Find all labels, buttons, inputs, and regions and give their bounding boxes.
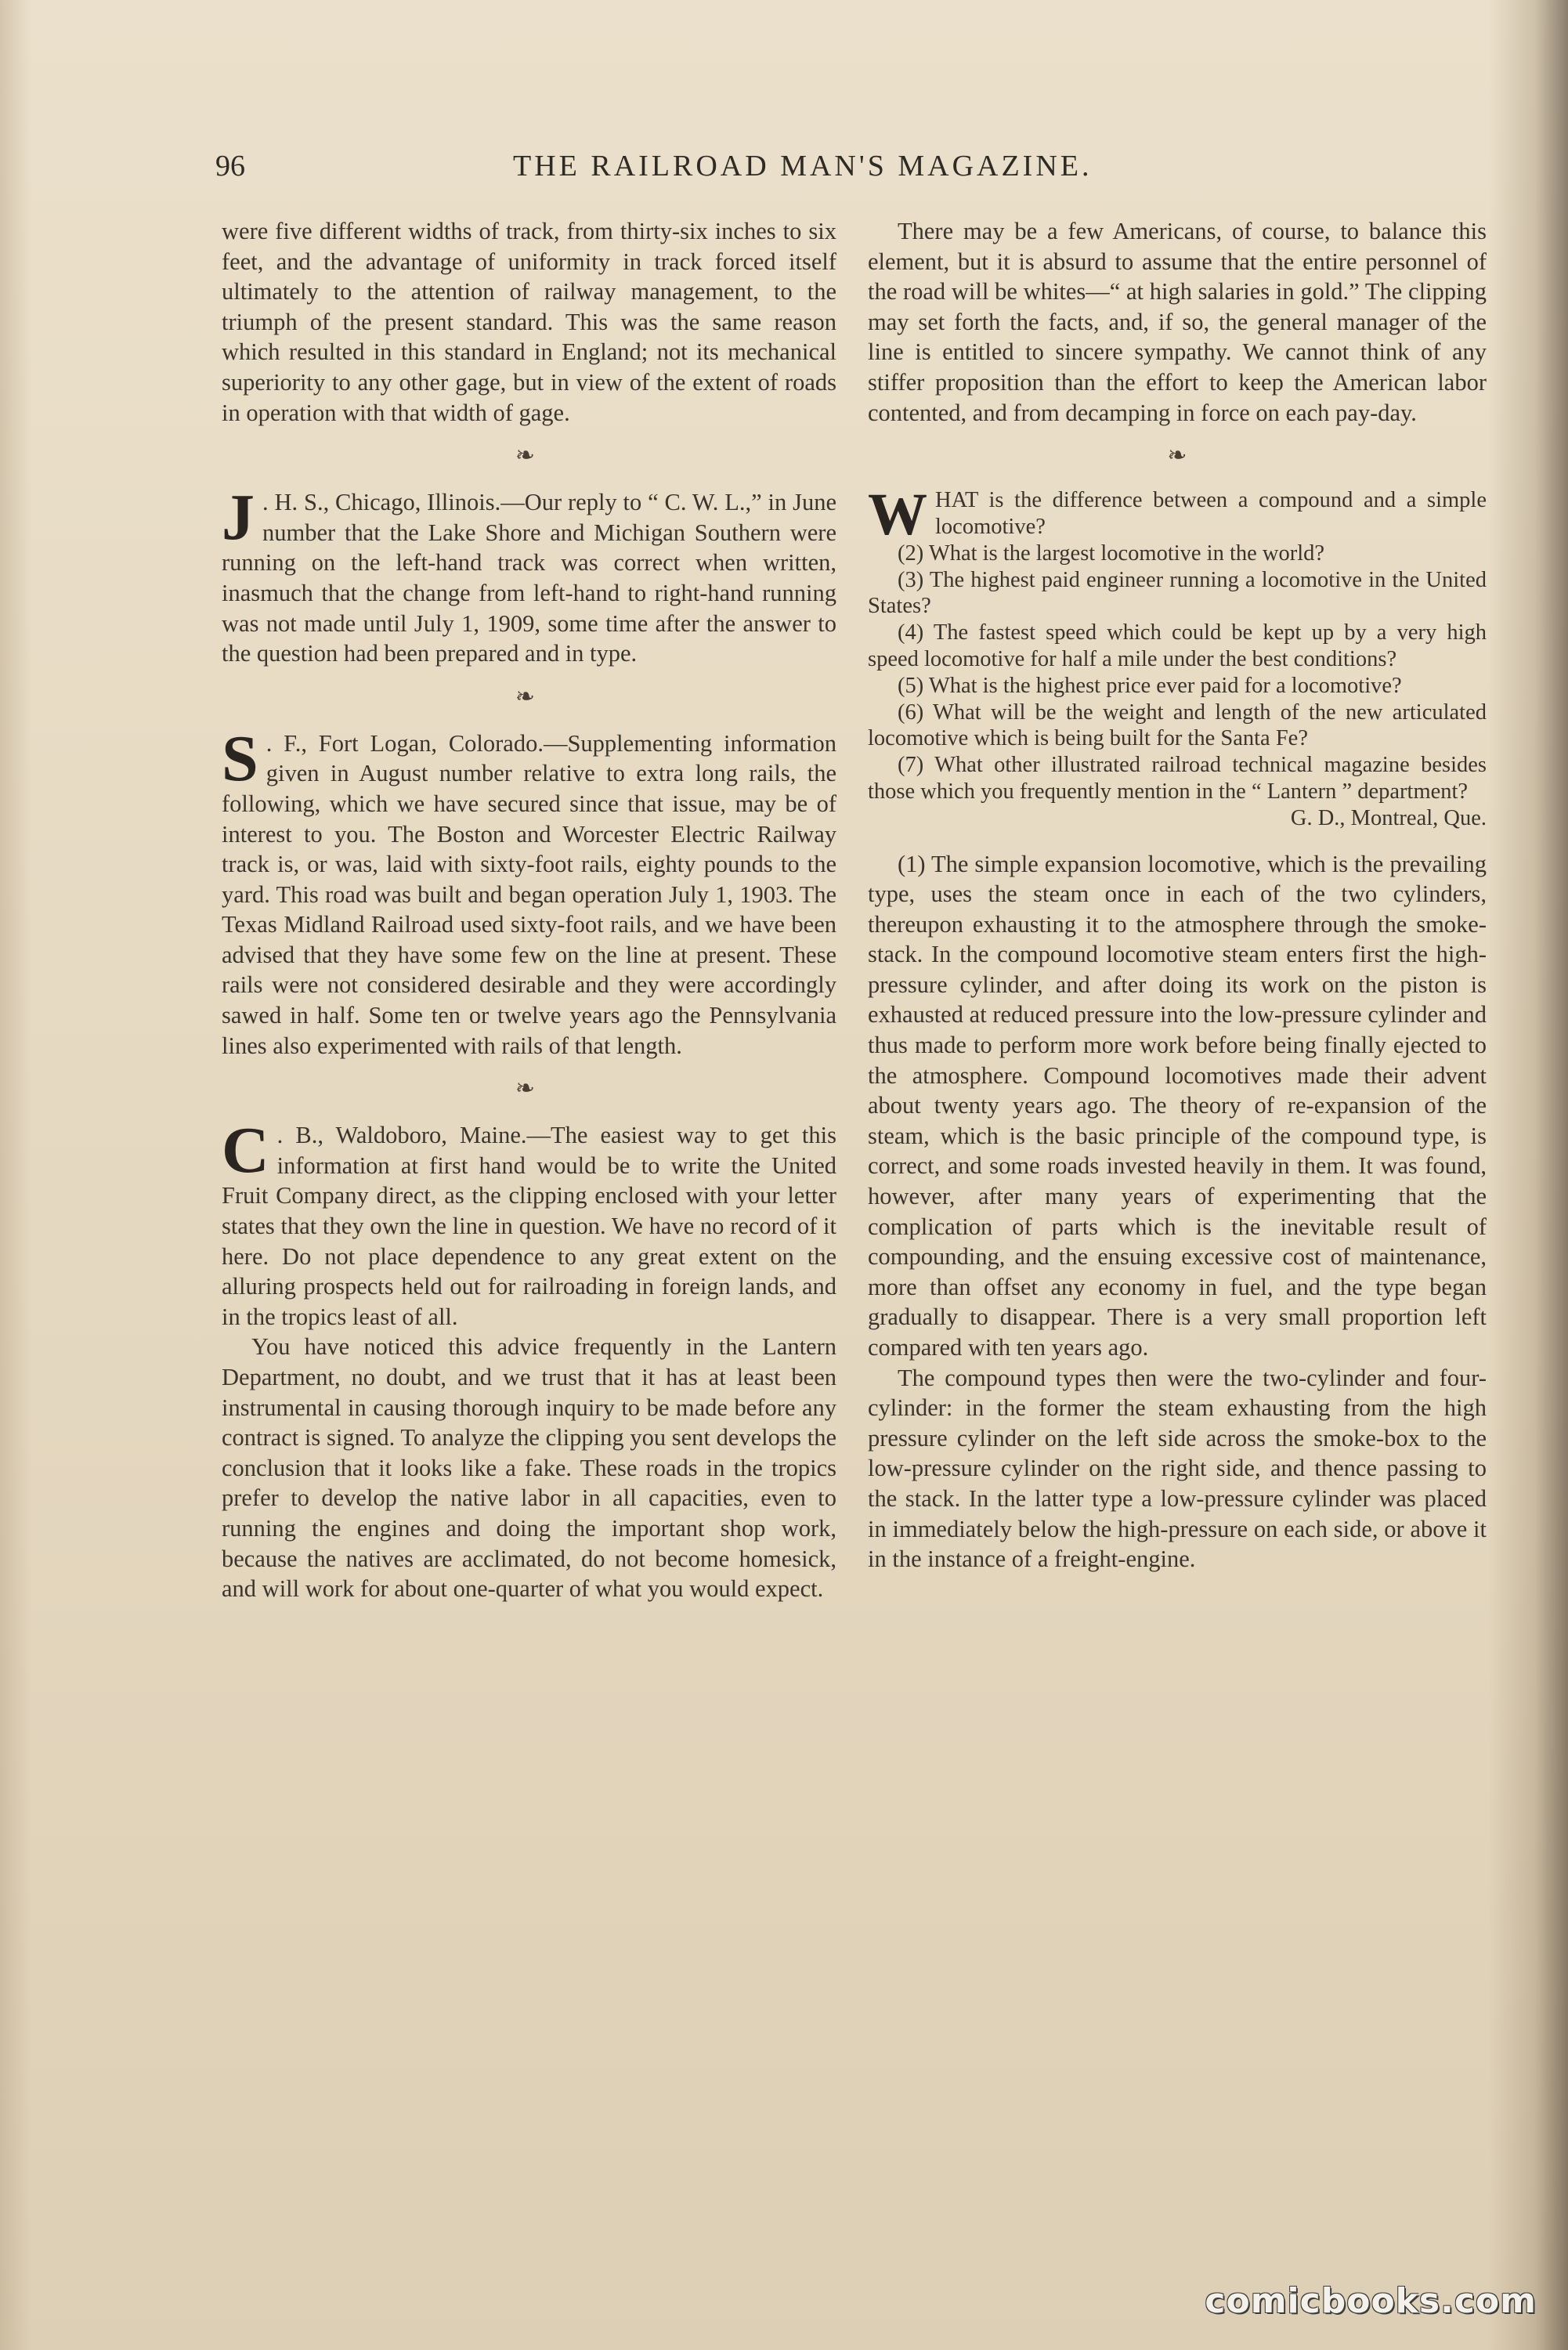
dropcap-s: S <box>222 721 258 795</box>
right-column <box>868 216 1487 1574</box>
question-1 <box>868 482 1487 548</box>
question-2: (2) What is the largest locomotive in the world? <box>898 540 1325 566</box>
answer-block <box>868 849 1487 1574</box>
paragraph-advice: You have noticed this advice frequently in the Lantern Department, no doubt, and we trust that it has at least been instrumental in causing thorough inquiry to be made before any contract is signed. To analyze the clipping you sent develops the conclusion that it looks like a fake. These roads in the tropics prefer to develop the native labor in all capacities, even to running the engines and doing the important shop work, because the natives are acclimated, do not become homesick, and will work for about one-quarter of what you would expect. <box>222 1333 836 1603</box>
question-3: (3) The highest paid engineer running a locomotive in the United States? <box>868 567 1487 619</box>
site-watermark: comicbooks.com <box>1205 2281 1537 2321</box>
ornament-divider: ❧ <box>515 1076 536 1102</box>
question-1-text: HAT is the difference between a compound and a simple locomotive? <box>935 488 1487 539</box>
paragraph-americans: There may be a few Americans, of course, to balance this element, but it is absurd to assume that the entire personnel of the road will be whites—“ at high salaries in gold.” The clipping may set forth the facts, and, if so, the general manager of the line is entitled to sincere sympathy. We cannot think of any stiffer proposition than the effort to keep the American labor contented, and from decamping in force on each pay-day. <box>868 218 1487 426</box>
magazine-title: THE RAILROAD MAN'S MAGAZINE. <box>513 150 1093 183</box>
letter-js-text: . H. S., Chicago, Illinois.—Our reply to “ C. W. L.,” in June number that the Lake Shore and Michigan Southern were running on the left-hand track was correct when written, inasmuch that the change from left-hand to right-hand running was not made until July 1, 1909, some time after the answer to the question had been prepared and in type. <box>222 489 836 667</box>
paragraph-gage: were five different widths of track, from thirty-six inches to six feet, and the advantage of uniformity in track forced itself ultimately to the attention of railway management, to the triumph of the present standard. This was the same reason which resulted in this standard in England; not its mechanical superiority to any other gage, but in view of the extent of roads in operation with that width of gage. <box>222 218 836 426</box>
letter-cb-text: . B., Waldoboro, Maine.—The easiest way to get this information at first hand would be to write the United Fruit Company direct, as the clipping enclosed with your letter states that they own the line in question. We have no record of it here. Do not place dependence to any great extent on the alluring prospects held out for railroading in foreign lands, and in the tropics least of all. <box>222 1122 836 1330</box>
dropcap-w: W <box>868 482 927 548</box>
answer-1-continued: The compound types then were the two-cylinder and four-cylinder: in the former the steam exhausting from the high pressure cylinder on the left side across the smoke-box to the low-pressure cylinder on the right side, and thence passing to the stack. In the latter type a low-pressure cylinder was placed in immediately below the high-pressure on each side, or above it in the instance of a freight-engine. <box>868 1364 1487 1573</box>
letter-sf-text: . F., Fort Logan, Colorado.—Supplementing information given in August number relative to extra long rails, the following, which we have secured since that issue, may be of interest to you. The Boston and Worcester Electric Railway track is, or was, laid with sixty-foot rails, eighty pounds to the yard. This road was built and began operation July 1, 1903. The Texas Midland Railroad used sixty-foot rails, and we have been advised that they have some few on the line at present. These rails were not considered desirable and they were accordingly sawed in half. Some ten or twelve years ago the Pennsylvania lines also experimented with rails of that length. <box>222 729 836 1059</box>
dropcap-j: J <box>222 481 255 555</box>
letter-js-chicago <box>222 481 836 669</box>
ornament-divider: ❧ <box>515 683 536 710</box>
running-head <box>215 149 1218 196</box>
question-signature: G. D., Montreal, Que. <box>1290 805 1487 830</box>
letter-sf-fort-logan <box>222 721 836 1061</box>
ornament-divider: ❧ <box>515 443 536 469</box>
page-number: 96 <box>215 150 245 183</box>
question-5: (5) What is the highest price ever paid for a locomotive? <box>898 673 1402 698</box>
letter-cb-waldoboro <box>222 1114 836 1332</box>
question-7: (7) What other illustrated railroad technical magazine besides those which you frequently mention in the “ Lantern ” department? <box>868 753 1487 804</box>
question-4: (4) The fastest speed which could be kept up by a very high speed locomotive for half a mile under the best conditions? <box>868 620 1487 671</box>
ornament-divider: ❧ <box>1167 443 1187 469</box>
question-6: (6) What will be the weight and length of the new articulated locomotive which is being built for the Santa Fe? <box>868 700 1487 751</box>
left-column <box>222 216 836 1604</box>
question-block <box>868 482 1487 831</box>
answer-1: (1) The simple expansion locomotive, which is the prevailing type, uses the steam once in each of the two cylinders, thereupon exhausting it to the atmosphere through the smoke-stack. In the compound locomotive steam enters first the high-pressure cylinder, and after doing its work on the piston is exhausted at reduced pressure into the low-pressure cylinder and thus made to perform more work before being finally ejected to the atmosphere. Compound locomotives made their advent about twenty years ago. The theory of re-expansion of the steam, which is the basic principle of the compound type, is correct, and some roads invested heavily in them. It was found, however, after many years of experimenting that the complication of parts which is the inevitable result of compounding, and the ensuing excessive cost of maintenance, more than offset any economy in fuel, and the type began gradually to disappear. There is a very small proportion left compared with ten years ago. <box>868 850 1487 1361</box>
dropcap-c: C <box>222 1114 269 1188</box>
